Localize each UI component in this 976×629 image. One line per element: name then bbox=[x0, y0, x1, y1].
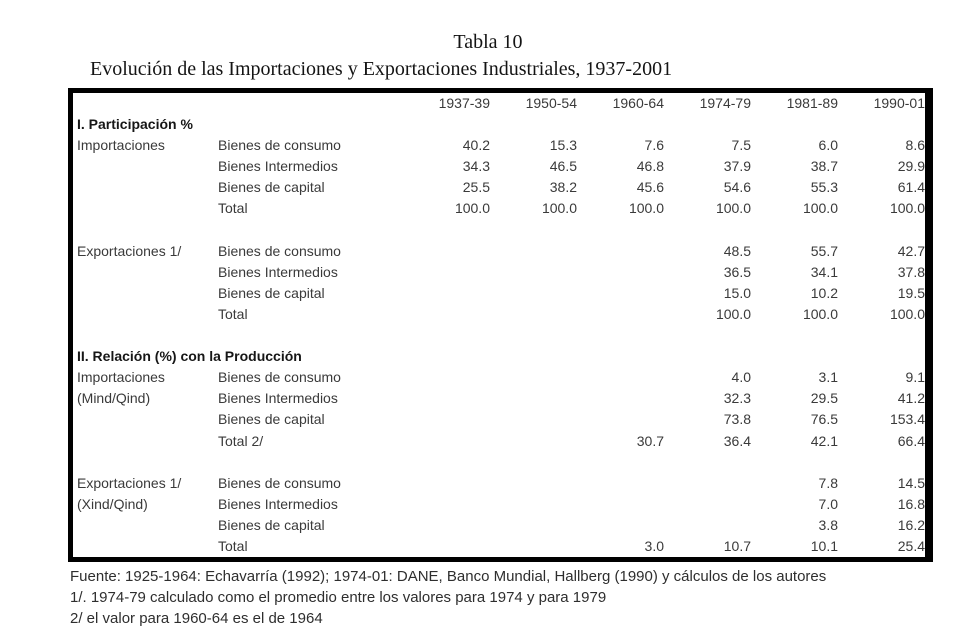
value-cell bbox=[577, 515, 664, 536]
value-cell: 14.5 bbox=[897, 474, 925, 491]
group-label bbox=[73, 177, 218, 198]
value-cell: 9.1 bbox=[905, 369, 925, 386]
table-row bbox=[73, 494, 925, 515]
value-cell: 32.3 bbox=[723, 390, 751, 407]
item-label: Bienes de capital bbox=[218, 516, 325, 533]
item-label: Bienes de capital bbox=[218, 179, 325, 196]
footnote-source: Fuente: 1925-1964: Echavarría (1992); 1974-01: DANE, Banco Mundial, Hallberg (1990) y cálculos de los autores bbox=[70, 568, 827, 586]
value-cell: 55.7 bbox=[810, 242, 838, 259]
item-label: Bienes de consumo bbox=[218, 137, 341, 154]
value-cell bbox=[403, 262, 490, 283]
value-cell bbox=[403, 536, 490, 557]
table-row bbox=[73, 536, 925, 557]
item-label: Bienes Intermedios bbox=[218, 390, 338, 407]
table-row bbox=[73, 515, 925, 536]
value-cell bbox=[403, 304, 490, 325]
value-cell: 30.7 bbox=[636, 432, 664, 449]
value-cell: 41.2 bbox=[897, 390, 925, 407]
value-cell bbox=[490, 409, 577, 430]
section-heading-row bbox=[73, 346, 925, 367]
value-cell: 10.1 bbox=[810, 537, 838, 554]
value-cell bbox=[490, 304, 577, 325]
value-cell bbox=[490, 473, 577, 494]
item-label: Total bbox=[218, 537, 248, 554]
column-header: 1974-79 bbox=[699, 95, 751, 111]
value-cell: 6.0 bbox=[818, 137, 838, 154]
group-label: Exportaciones 1/ bbox=[77, 474, 182, 491]
footnote-1: 1/. 1974-79 calculado como el promedio entre los valores para 1974 y para 1979 bbox=[70, 589, 607, 607]
item-label: Bienes de capital bbox=[218, 284, 325, 301]
table-row bbox=[73, 156, 925, 177]
value-cell bbox=[664, 494, 751, 515]
section-heading: I. Participación % bbox=[77, 116, 193, 133]
value-cell: 42.7 bbox=[897, 242, 925, 259]
value-cell: 100.0 bbox=[802, 200, 838, 217]
empty-cell bbox=[73, 93, 218, 114]
value-cell bbox=[577, 409, 664, 430]
item-label: Bienes Intermedios bbox=[218, 158, 338, 175]
item-label: Bienes de capital bbox=[218, 411, 325, 428]
value-cell bbox=[490, 388, 577, 409]
table-row bbox=[73, 241, 925, 262]
value-cell bbox=[490, 494, 577, 515]
value-cell: 10.7 bbox=[723, 537, 751, 554]
value-cell: 10.2 bbox=[810, 284, 838, 301]
item-label: Bienes de consumo bbox=[218, 369, 341, 386]
value-cell: 15.3 bbox=[549, 137, 577, 154]
value-cell bbox=[490, 262, 577, 283]
value-cell: 100.0 bbox=[715, 200, 751, 217]
value-cell: 7.5 bbox=[731, 137, 751, 154]
value-cell bbox=[577, 473, 664, 494]
item-label: Bienes de consumo bbox=[218, 242, 341, 259]
group-label bbox=[73, 515, 218, 536]
item-label: Bienes Intermedios bbox=[218, 263, 338, 280]
value-cell bbox=[490, 367, 577, 388]
table-number-title: Tabla 10 bbox=[453, 31, 523, 53]
value-cell: 48.5 bbox=[723, 242, 751, 259]
value-cell bbox=[490, 536, 577, 557]
value-cell: 34.1 bbox=[810, 263, 838, 280]
item-label: Bienes de consumo bbox=[218, 474, 341, 491]
value-cell: 29.9 bbox=[897, 158, 925, 175]
value-cell bbox=[403, 241, 490, 262]
group-label: Importaciones bbox=[77, 369, 165, 386]
value-cell: 55.3 bbox=[810, 179, 838, 196]
value-cell bbox=[577, 304, 664, 325]
table-row bbox=[73, 262, 925, 283]
value-cell bbox=[577, 262, 664, 283]
value-cell: 16.8 bbox=[897, 495, 925, 512]
value-cell: 38.2 bbox=[549, 179, 577, 196]
table-row bbox=[73, 473, 925, 494]
value-cell: 100.0 bbox=[889, 200, 925, 217]
value-cell: 25.5 bbox=[462, 179, 490, 196]
data-table bbox=[68, 88, 933, 562]
group-label bbox=[73, 262, 218, 283]
value-cell: 100.0 bbox=[802, 305, 838, 322]
value-cell: 7.8 bbox=[818, 474, 838, 491]
table-row bbox=[73, 409, 925, 430]
value-cell: 3.8 bbox=[818, 516, 838, 533]
column-header: 1950-54 bbox=[525, 95, 577, 111]
spacer-row bbox=[73, 325, 925, 346]
group-label bbox=[73, 431, 218, 452]
value-cell bbox=[403, 388, 490, 409]
value-cell bbox=[403, 283, 490, 304]
value-cell bbox=[577, 283, 664, 304]
item-label: Total bbox=[218, 200, 248, 217]
column-header: 1960-64 bbox=[612, 95, 664, 111]
value-cell: 61.4 bbox=[897, 179, 925, 196]
table-row bbox=[73, 304, 925, 325]
value-cell bbox=[403, 409, 490, 430]
table-row bbox=[73, 177, 925, 198]
group-label bbox=[73, 198, 218, 219]
value-cell: 36.5 bbox=[723, 263, 751, 280]
value-cell bbox=[403, 431, 490, 452]
group-label bbox=[73, 536, 218, 557]
value-cell: 100.0 bbox=[454, 200, 490, 217]
value-cell: 4.0 bbox=[731, 369, 751, 386]
value-cell: 46.8 bbox=[636, 158, 664, 175]
group-label: Exportaciones 1/ bbox=[77, 242, 182, 259]
value-cell: 42.1 bbox=[810, 432, 838, 449]
value-cell bbox=[664, 515, 751, 536]
section-heading-row bbox=[73, 114, 925, 135]
value-cell bbox=[403, 473, 490, 494]
value-cell: 45.6 bbox=[636, 179, 664, 196]
value-cell: 153.4 bbox=[889, 411, 925, 428]
value-cell bbox=[577, 388, 664, 409]
value-cell bbox=[403, 515, 490, 536]
value-cell bbox=[403, 367, 490, 388]
column-header: 1981-89 bbox=[786, 95, 838, 111]
group-label bbox=[73, 283, 218, 304]
value-cell: 29.5 bbox=[810, 390, 838, 407]
section-heading: II. Relación (%) con la Producción bbox=[77, 348, 302, 365]
value-cell: 76.5 bbox=[810, 411, 838, 428]
item-label: Total 2/ bbox=[218, 432, 264, 449]
value-cell: 54.6 bbox=[723, 179, 751, 196]
value-cell bbox=[490, 431, 577, 452]
value-cell bbox=[403, 494, 490, 515]
value-cell bbox=[577, 494, 664, 515]
value-cell: 100.0 bbox=[715, 305, 751, 322]
value-cell bbox=[490, 515, 577, 536]
value-cell: 15.0 bbox=[723, 284, 751, 301]
group-label: (Mind/Qind) bbox=[77, 390, 151, 407]
group-label: Importaciones bbox=[77, 137, 165, 154]
table-row bbox=[73, 388, 925, 409]
value-cell: 3.0 bbox=[644, 537, 664, 554]
table-row bbox=[73, 431, 925, 452]
group-label bbox=[73, 409, 218, 430]
value-cell: 100.0 bbox=[628, 200, 664, 217]
value-cell: 34.3 bbox=[462, 158, 490, 175]
value-cell: 100.0 bbox=[541, 200, 577, 217]
value-cell: 25.4 bbox=[897, 537, 925, 554]
column-header: 1937-39 bbox=[438, 95, 490, 111]
value-cell: 19.5 bbox=[897, 284, 925, 301]
item-label: Total bbox=[218, 305, 248, 322]
group-label: (Xind/Qind) bbox=[77, 495, 148, 512]
column-header: 1990-01 bbox=[873, 95, 925, 111]
footnote-2: 2/ el valor para 1960-64 es el de 1964 bbox=[70, 610, 323, 628]
group-label bbox=[73, 156, 218, 177]
value-cell bbox=[490, 283, 577, 304]
table-subtitle: Evolución de las Importaciones y Exportaciones Industriales, 1937-2001 bbox=[90, 58, 673, 80]
column-header-row bbox=[73, 93, 925, 114]
value-cell: 46.5 bbox=[549, 158, 577, 175]
value-cell bbox=[577, 241, 664, 262]
value-cell: 38.7 bbox=[810, 158, 838, 175]
group-label bbox=[73, 304, 218, 325]
value-cell: 37.8 bbox=[897, 263, 925, 280]
value-cell: 16.2 bbox=[897, 516, 925, 533]
value-cell: 3.1 bbox=[818, 369, 838, 386]
item-label: Bienes Intermedios bbox=[218, 495, 338, 512]
value-cell: 100.0 bbox=[889, 305, 925, 322]
value-cell: 8.6 bbox=[905, 137, 925, 154]
value-cell bbox=[490, 241, 577, 262]
empty-cell bbox=[218, 93, 403, 114]
value-cell: 73.8 bbox=[723, 411, 751, 428]
value-cell: 40.2 bbox=[462, 137, 490, 154]
table-row bbox=[73, 367, 925, 388]
value-cell: 66.4 bbox=[897, 432, 925, 449]
value-cell bbox=[577, 367, 664, 388]
footnotes bbox=[70, 566, 976, 629]
value-cell: 7.0 bbox=[818, 495, 838, 512]
value-cell bbox=[664, 473, 751, 494]
table-row bbox=[73, 283, 925, 304]
table-row bbox=[73, 135, 925, 156]
value-cell: 36.4 bbox=[723, 432, 751, 449]
table-row bbox=[73, 198, 925, 219]
spacer-row bbox=[73, 220, 925, 241]
value-cell: 37.9 bbox=[723, 158, 751, 175]
value-cell: 7.6 bbox=[644, 137, 664, 154]
spacer-row bbox=[73, 452, 925, 473]
